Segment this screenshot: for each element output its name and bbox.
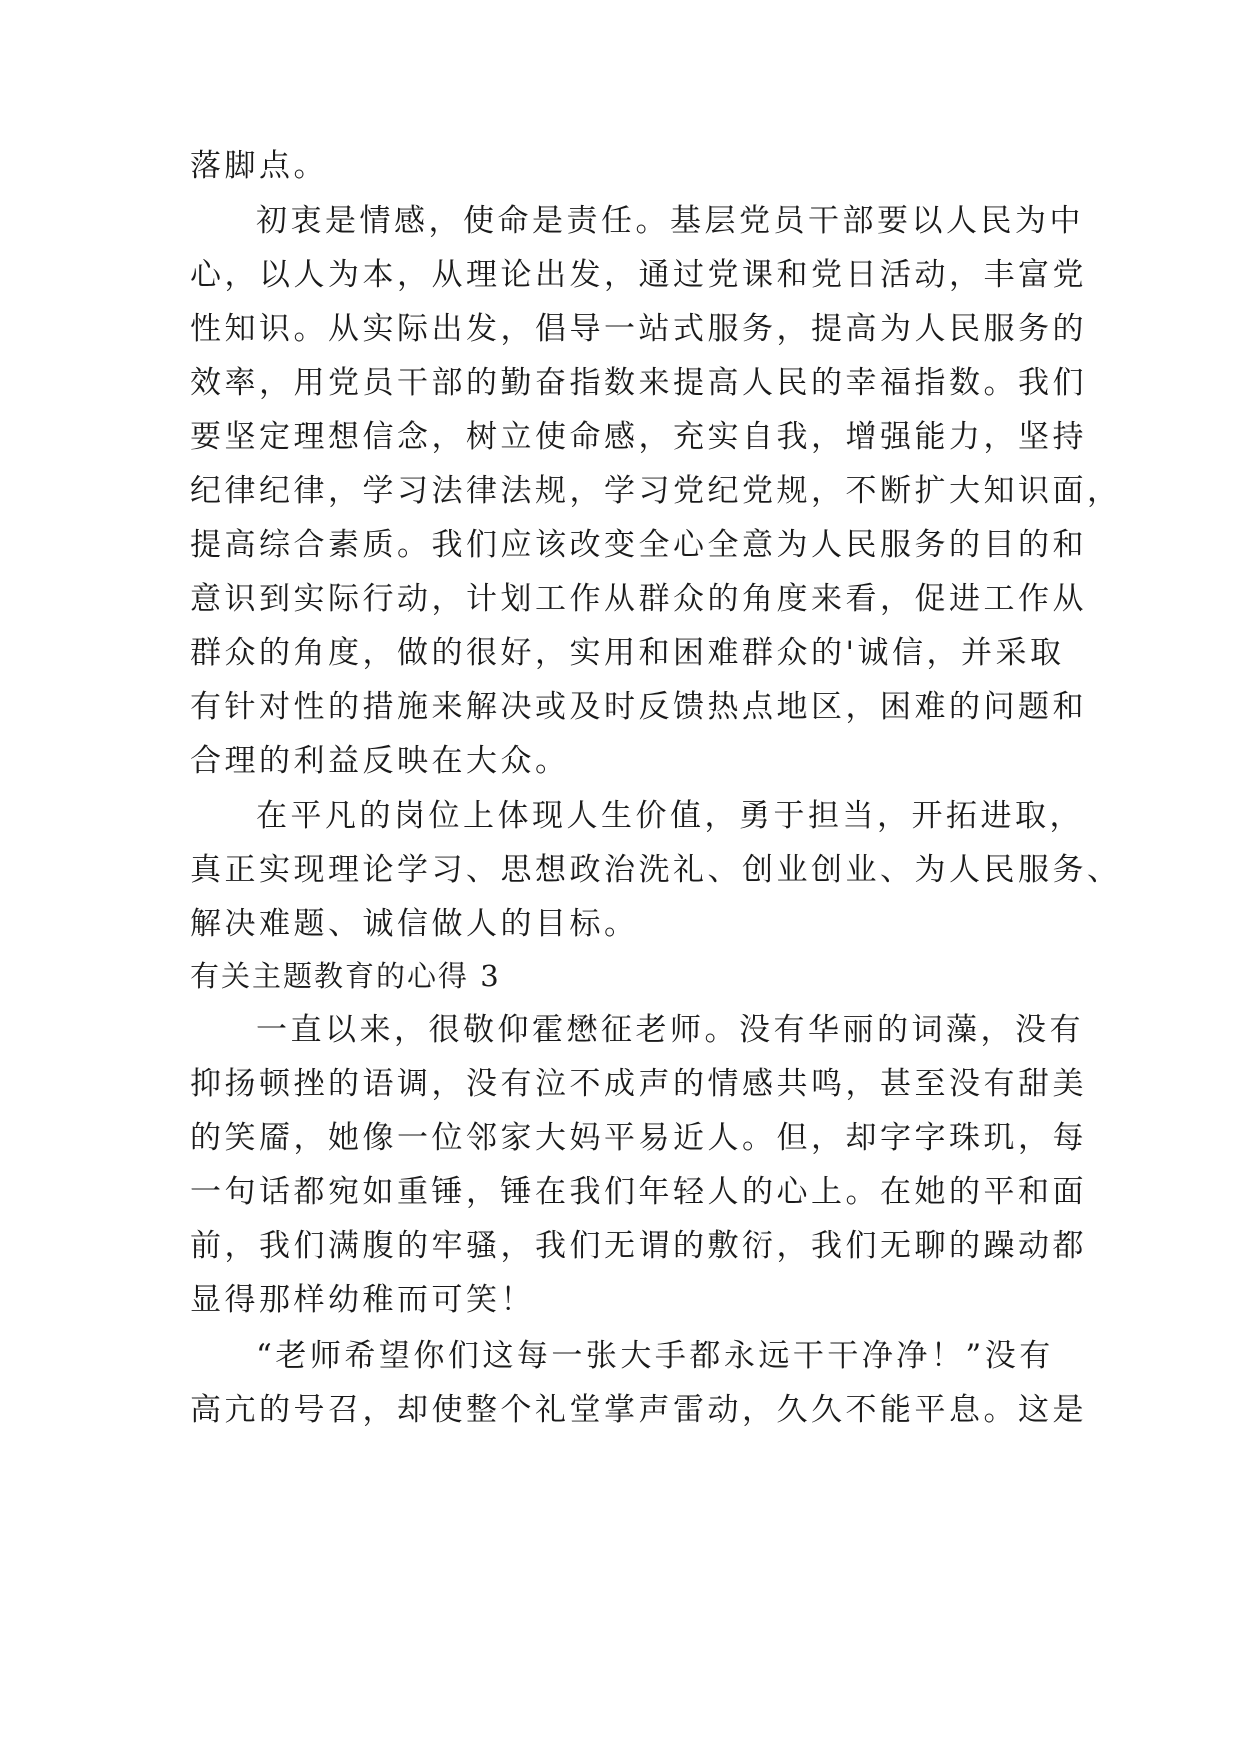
text-line: 效率，用党员干部的勤奋指数来提高人民的幸福指数。我们 <box>190 365 1087 401</box>
paragraph-first-line: 一直以来，很敬仰霍懋征老师。没有华丽的词藻，没有 <box>256 1012 1084 1048</box>
paragraph-first-line: 初衷是情感，使命是责任。基层党员干部要以人民为中 <box>256 203 1084 239</box>
text-line: 要坚定理想信念，树立使命感，充实自我，增强能力，坚持 <box>190 419 1087 455</box>
text-line: 解决难题、诚信做人的目标。 <box>190 906 639 942</box>
text-line: 真正实现理论学习、思想政治洗礼、创业创业、为人民服务、 <box>190 852 1122 888</box>
text-line: 纪律纪律，学习法律法规，学习党纪党规，不断扩大知识面， <box>190 473 1122 509</box>
paragraph-first-line: 在平凡的岗位上体现人生价值，勇于担当，开拓进取， <box>256 798 1084 834</box>
text-line: 意识到实际行动，计划工作从群众的角度来看，促进工作从 <box>190 581 1087 617</box>
text-line: 群众的角度，做的很好，实用和困难群众的'诚信，并采取 <box>190 635 1065 671</box>
text-line: 提高综合素质。我们应该改变全心全意为人民服务的目的和 <box>190 527 1087 563</box>
section-heading: 有关主题教育的心得 3 <box>190 959 501 993</box>
text-line: 性知识。从实际出发，倡导一站式服务，提高为人民服务的 <box>190 311 1087 347</box>
text-line: 有针对性的措施来解决或及时反馈热点地区，困难的问题和 <box>190 689 1087 725</box>
text-line: 抑扬顿挫的语调，没有泣不成声的情感共鸣，甚至没有甜美 <box>190 1066 1087 1102</box>
paragraph-first-line: “老师希望你们这每一张大手都永远干干净净！”没有 <box>256 1338 1054 1374</box>
text-line: 一句话都宛如重锤，锤在我们年轻人的心上。在她的平和面 <box>190 1174 1087 1210</box>
text-line: 的笑靥，她像一位邻家大妈平易近人。但，却字字珠玑，每 <box>190 1120 1087 1156</box>
text-line: 显得那样幼稚而可笑！ <box>190 1282 535 1318</box>
text-line: 心，以人为本，从理论出发，通过党课和党日活动，丰富党 <box>190 257 1087 293</box>
text-line: 前，我们满腹的牢骚，我们无谓的敷衍，我们无聊的躁动都 <box>190 1228 1087 1264</box>
text-line: 落脚点。 <box>190 148 328 184</box>
text-line: 高亢的号召，却使整个礼堂掌声雷动，久久不能平息。这是 <box>190 1392 1087 1428</box>
text-line: 合理的利益反映在大众。 <box>190 743 570 779</box>
